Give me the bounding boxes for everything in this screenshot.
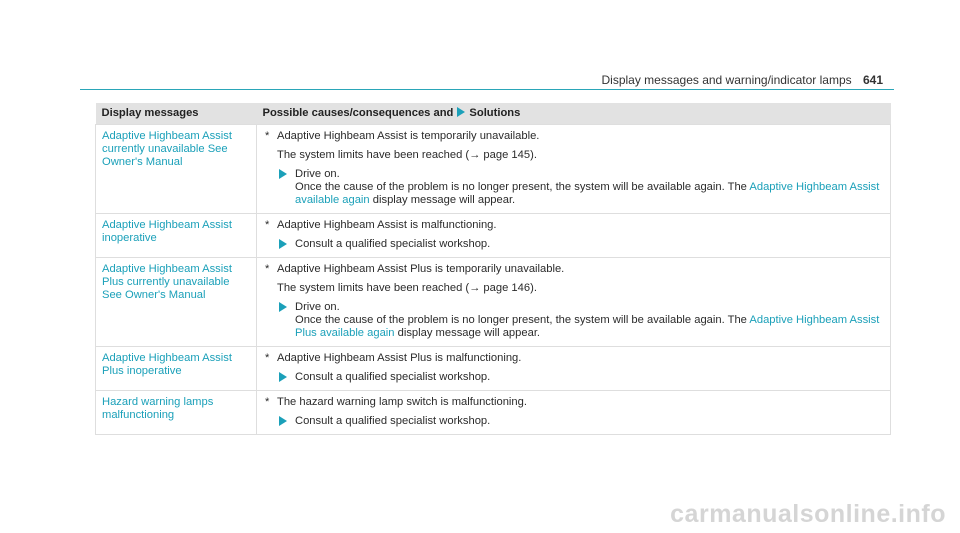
causes-solutions-cell xyxy=(257,214,891,258)
solution-detail-text: Once the cause of the problem is no longer present, the system will be available again. The xyxy=(295,314,747,326)
asterisk-icon: * xyxy=(265,396,270,408)
cause xyxy=(263,263,884,276)
cause xyxy=(263,396,884,409)
cause xyxy=(263,219,884,232)
solution-detail-end: display message will appear. xyxy=(397,327,541,339)
solution-highlight: Adaptive Highbeam Assist available again xyxy=(295,181,880,206)
display-message: Adaptive Highbeam Assist currently unavailable See Owner's Manual xyxy=(96,125,257,214)
solution-step: Drive on. xyxy=(295,168,340,180)
causes-solutions-cell xyxy=(257,125,891,214)
display-message: Hazard warning lamps malfunctioning xyxy=(96,391,257,435)
cause-text: Adaptive Highbeam Assist is temporarily unavailable. xyxy=(277,130,540,142)
right-triangle-icon xyxy=(279,416,287,426)
display-message: Adaptive Highbeam Assist Plus currently unavailable See Owner's Manual xyxy=(96,258,257,347)
solution-step: Consult a qualified specialist workshop. xyxy=(295,238,491,250)
solution-highlight: Adaptive Highbeam Assist Plus available again xyxy=(295,314,880,339)
table-row xyxy=(96,214,891,258)
asterisk-icon: * xyxy=(265,263,270,275)
table-row xyxy=(96,391,891,435)
header-title: Display messages and warning/indicator lamps xyxy=(601,73,852,87)
solution-step: Consult a qualified specialist workshop. xyxy=(295,371,491,383)
col-header-display-messages: Display messages xyxy=(96,103,257,125)
right-triangle-icon xyxy=(279,239,287,249)
asterisk-icon: * xyxy=(265,130,270,142)
solution-step: Drive on. xyxy=(295,301,340,313)
display-message: Adaptive Highbeam Assist inoperative xyxy=(96,214,257,258)
solution xyxy=(263,168,884,207)
cause-text: Adaptive Highbeam Assist Plus is temporarily unavailable. xyxy=(277,263,565,275)
watermark: carmanualsonline.info xyxy=(670,500,946,528)
solution-detail xyxy=(295,181,884,207)
right-triangle-icon xyxy=(279,169,287,179)
cause xyxy=(263,352,884,365)
asterisk-icon: * xyxy=(265,352,270,364)
causes-solutions-cell xyxy=(257,347,891,391)
display-message: Adaptive Highbeam Assist Plus inoperative xyxy=(96,347,257,391)
right-triangle-icon xyxy=(457,107,465,117)
cause xyxy=(263,130,884,143)
table-row xyxy=(96,258,891,347)
solution-step: Consult a qualified specialist workshop. xyxy=(295,415,491,427)
page-number: 641 xyxy=(862,73,883,87)
cause-text: Adaptive Highbeam Assist is malfunctioning. xyxy=(277,219,497,231)
right-triangle-icon xyxy=(279,302,287,312)
col-header-suffix: Solutions xyxy=(469,107,521,119)
table-header-row xyxy=(96,103,891,125)
solution-detail-end: display message will appear. xyxy=(372,194,516,206)
causes-solutions-cell xyxy=(257,391,891,435)
asterisk-icon: * xyxy=(265,219,270,231)
solution xyxy=(263,371,884,384)
solution xyxy=(263,301,884,340)
solution-detail xyxy=(295,314,884,340)
display-messages-table xyxy=(95,103,891,435)
cause-text: The hazard warning lamp switch is malfunctioning. xyxy=(277,396,527,408)
header-rule xyxy=(80,89,894,90)
causes-solutions-cell xyxy=(257,258,891,347)
solution xyxy=(263,238,884,251)
col-header-causes-solutions xyxy=(257,103,891,125)
table-row xyxy=(96,125,891,214)
cause-detail: The system limits have been reached (→ page 145). xyxy=(277,149,537,161)
cause-text: Adaptive Highbeam Assist Plus is malfunctioning. xyxy=(277,352,522,364)
right-triangle-icon xyxy=(279,372,287,382)
solution xyxy=(263,415,884,428)
col-header-prefix: Possible causes/consequences and xyxy=(262,107,454,119)
cause-detail: The system limits have been reached (→ page 146). xyxy=(277,282,537,294)
table-row xyxy=(96,347,891,391)
solution-detail-text: Once the cause of the problem is no longer present, the system will be available again. The xyxy=(295,181,747,193)
page-header xyxy=(602,73,884,87)
